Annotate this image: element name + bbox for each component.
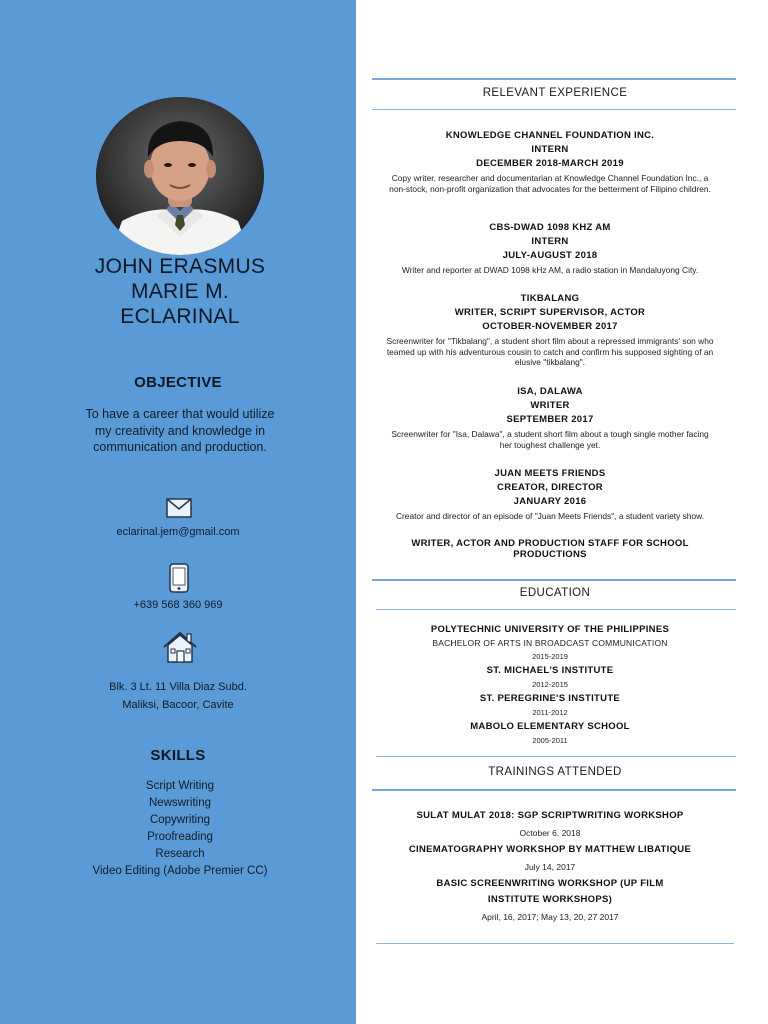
phone-text: +639 568 360 969 — [133, 599, 223, 611]
divider — [376, 609, 736, 610]
phone-icon — [169, 563, 189, 593]
divider — [376, 756, 736, 757]
address-text: Blk. 3 Lt. 11 Villa Diaz Subd. Maliksi, Bacoor, Cavite — [109, 681, 247, 711]
skills-heading: SKILLS — [150, 747, 206, 764]
candidate-name: JOHN ERASMUS MARIE M. ECLARINAL — [94, 255, 266, 328]
divider — [372, 789, 736, 791]
envelope-icon — [166, 498, 192, 518]
experience-closing: WRITER, ACTOR AND PRODUCTION STAFF FOR SCHOOL PRODUCTIONS — [411, 538, 689, 560]
trainings-list: SULAT MULAT 2018: SGP SCRIPTWRITING WORKSHOP October 6, 2018 CINEMATOGRAPHY WORKSHOP BY MATTHEW LIBATIQUE July 14, 2017 BASIC SCREENWRITING WORKSHOP (UP FILM INSTITUTE WORKSHOPS) April, 16, 2017; May 13, 20, 27 2017 — [408, 810, 692, 922]
skill-item: Copywriting — [149, 814, 211, 826]
experience-entry: ISA, DALAWA WRITER SEPTEMBER 2017 Screenwriter for "Isa, Dalawa", a student short film about a tough single mother facing her toughest challenge yet. — [391, 386, 709, 450]
objective-heading: OBJECTIVE — [134, 374, 222, 391]
email-text: eclarinal.jem@gmail.com — [116, 526, 240, 538]
education-list: POLYTECHNIC UNIVERSITY OF THE PHILIPPINES BACHELOR OF ARTS IN BROADCAST COMMUNICATION 2015-2019 ST. MICHAEL'S INSTITUTE 2012-2015 ST. PEREGRINE'S INSTITUTE 2011-2012 MABOLO ELEMENTARY SCHOOL 2005-2011 — [430, 624, 670, 745]
skill-item: Script Writing — [145, 780, 215, 792]
skills-list — [80, 778, 280, 880]
divider — [372, 109, 736, 110]
skill-item: Video Editing (Adobe Premier CC) — [92, 865, 268, 877]
divider — [376, 943, 734, 944]
objective-text: To have a career that would utilize my creativity and knowledge in communication and production. — [85, 407, 275, 454]
house-icon — [162, 630, 198, 664]
experience-heading: RELEVANT EXPERIENCE — [482, 87, 628, 99]
profile-photo — [96, 97, 264, 255]
skill-item: Newswriting — [149, 797, 211, 809]
sidebar — [0, 0, 356, 1024]
trainings-heading: TRAININGS ATTENDED — [488, 766, 622, 778]
experience-entry: KNOWLEDGE CHANNEL FOUNDATION INC. INTERN DECEMBER 2018-MARCH 2019 Copy writer, researcher and documentarian at Knowledge Channel Foundation Inc., a non-stock, non-profit organization that advocates for the betterment of Filipino children. — [389, 130, 711, 194]
experience-entry: CBS-DWAD 1098 KHZ AM INTERN JULY-AUGUST 2018 Writer and reporter at DWAD 1098 kHz AM, a radio station in Mandaluyong City. — [401, 222, 699, 275]
skill-item: Proofreading — [147, 831, 213, 843]
experience-entry: TIKBALANG WRITER, SCRIPT SUPERVISOR, ACTOR OCTOBER-NOVEMBER 2017 Screenwriter for "Tikbalang", a student short film about a repressed immigrants' son who teamed up with his adventurous cousin to catch and confirm his supposed sighting of an elusive "tikbalang". — [386, 293, 714, 367]
skill-item: Research — [155, 848, 205, 860]
divider — [372, 78, 736, 80]
divider — [372, 579, 736, 581]
main-content — [356, 0, 768, 1024]
education-heading: EDUCATION — [519, 587, 591, 599]
experience-entry: JUAN MEETS FRIENDS CREATOR, DIRECTOR JANUARY 2016 Creator and director of an episode of "Juan Meets Friends", a student variety show. — [395, 468, 705, 521]
